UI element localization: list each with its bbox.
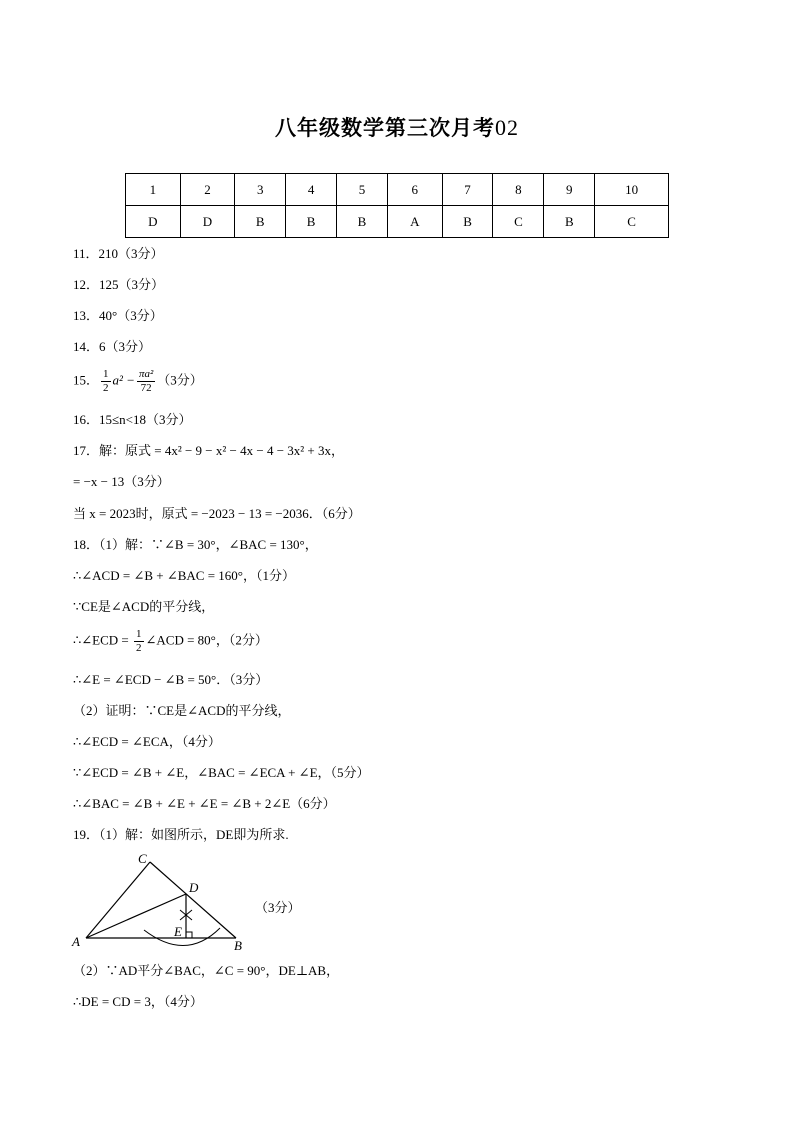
fraction-denominator: 2 bbox=[136, 642, 142, 654]
fraction-denominator: 2 bbox=[103, 382, 109, 394]
label-c: C bbox=[138, 851, 147, 866]
answer-19-score: （3分） bbox=[255, 900, 301, 915]
segment-ad bbox=[86, 894, 186, 938]
answer-12: 12．125（3分） bbox=[73, 277, 165, 292]
answer-cell: B bbox=[442, 206, 493, 238]
question-number-cell: 2 bbox=[180, 174, 235, 206]
question-number-cell: 4 bbox=[286, 174, 337, 206]
answer-19-line-1: 19．（1）解：如图所示，DE即为所求. bbox=[73, 827, 289, 842]
answer-cell: B bbox=[337, 206, 388, 238]
answer-cell: A bbox=[387, 206, 442, 238]
fraction-numerator: 1 bbox=[136, 628, 142, 640]
answer-18-line-9: ∴∠BAC = ∠B + ∠E + ∠E = ∠B + 2∠E（6分） bbox=[73, 796, 336, 811]
answer-cell: B bbox=[235, 206, 286, 238]
title-number: 02 bbox=[495, 115, 519, 140]
answer-cell: B bbox=[286, 206, 337, 238]
answer-18-line-1: 18．（1）解：∵∠B = 30°，∠BAC = 130°， bbox=[73, 537, 318, 552]
answer-18-line-5: ∴∠E = ∠ECD − ∠B = 50°．（3分） bbox=[73, 672, 269, 687]
fraction-one-half bbox=[134, 628, 144, 655]
construction-arc bbox=[144, 928, 220, 946]
title-text: 八年级数学第三次月考 bbox=[275, 116, 495, 140]
answer-table-answer-row bbox=[126, 206, 669, 238]
answer-cell: C bbox=[493, 206, 544, 238]
question-number-cell: 8 bbox=[493, 174, 544, 206]
answer-cell: D bbox=[126, 206, 181, 238]
answer-table bbox=[125, 173, 669, 238]
segment-cb bbox=[150, 862, 236, 938]
answer-17-line-1: 17．解：原式 = 4x² − 9 − x² − 4x − 4 − 3x² + 3x， bbox=[73, 443, 345, 458]
label-a: A bbox=[72, 934, 80, 949]
answer-table-number-row bbox=[126, 174, 669, 206]
answer-19-line-3: ∴DE = CD = 3，（4分） bbox=[73, 994, 203, 1009]
answer-11: 11．210（3分） bbox=[73, 246, 164, 261]
answer-18-line-6: （2）证明：∵CE是∠ACD的平分线， bbox=[73, 703, 291, 718]
fraction-pi-a-squared bbox=[137, 368, 155, 395]
answer-15 bbox=[73, 368, 203, 395]
question-number-cell: 6 bbox=[387, 174, 442, 206]
answer-14: 14．6（3分） bbox=[73, 339, 152, 354]
fraction-numerator: πa² bbox=[138, 368, 154, 380]
answer-18-line-2: ∴∠ACD = ∠B + ∠BAC = 160°，（1分） bbox=[73, 568, 295, 583]
question-number-cell: 10 bbox=[595, 174, 669, 206]
answer-15-score: （3分） bbox=[157, 372, 203, 388]
answer-18-line-4-suffix: ∠ACD = 80°，（2分） bbox=[145, 632, 268, 648]
fraction-denominator: 72 bbox=[140, 382, 152, 394]
answer-15-middle: a² − bbox=[112, 372, 135, 388]
answer-16: 16．15≤n<18（3分） bbox=[73, 412, 192, 427]
page-title bbox=[0, 112, 794, 142]
label-b: B bbox=[234, 938, 242, 953]
question-number-cell: 7 bbox=[442, 174, 493, 206]
label-d: D bbox=[189, 880, 199, 895]
answer-17-line-3: 当 x = 2023时，原式 = −2023 − 13 = −2036．（6分） bbox=[73, 506, 361, 521]
segment-ac bbox=[86, 862, 150, 938]
answer-18-line-7: ∴∠ECD = ∠ECA，（4分） bbox=[73, 734, 221, 749]
fraction-numerator: 1 bbox=[103, 368, 109, 380]
answer-18-line-4 bbox=[73, 628, 268, 655]
question-number-cell: 5 bbox=[337, 174, 388, 206]
answer-cell: C bbox=[595, 206, 669, 238]
right-angle-mark bbox=[186, 932, 192, 938]
fraction-one-half bbox=[101, 368, 111, 395]
triangle-figure bbox=[68, 850, 258, 955]
answer-15-prefix: 15． bbox=[73, 372, 100, 388]
question-number-cell: 9 bbox=[544, 174, 595, 206]
answer-cell: D bbox=[180, 206, 235, 238]
answer-18-line-3: ∵CE是∠ACD的平分线， bbox=[73, 599, 215, 614]
answer-18-line-8: ∵∠ECD = ∠B + ∠E，∠BAC = ∠ECA + ∠E，（5分） bbox=[73, 765, 370, 780]
question-number-cell: 1 bbox=[126, 174, 181, 206]
answer-19-line-2: （2）∵AD平分∠BAC，∠C = 90°，DE⊥AB， bbox=[73, 963, 340, 978]
answer-cell: B bbox=[544, 206, 595, 238]
answer-17-line-2: = −x − 13（3分） bbox=[73, 474, 170, 489]
answer-18-line-4-prefix: ∴∠ECD = bbox=[73, 632, 132, 648]
label-e: E bbox=[174, 924, 182, 939]
answer-13: 13．40°（3分） bbox=[73, 308, 163, 323]
question-number-cell: 3 bbox=[235, 174, 286, 206]
